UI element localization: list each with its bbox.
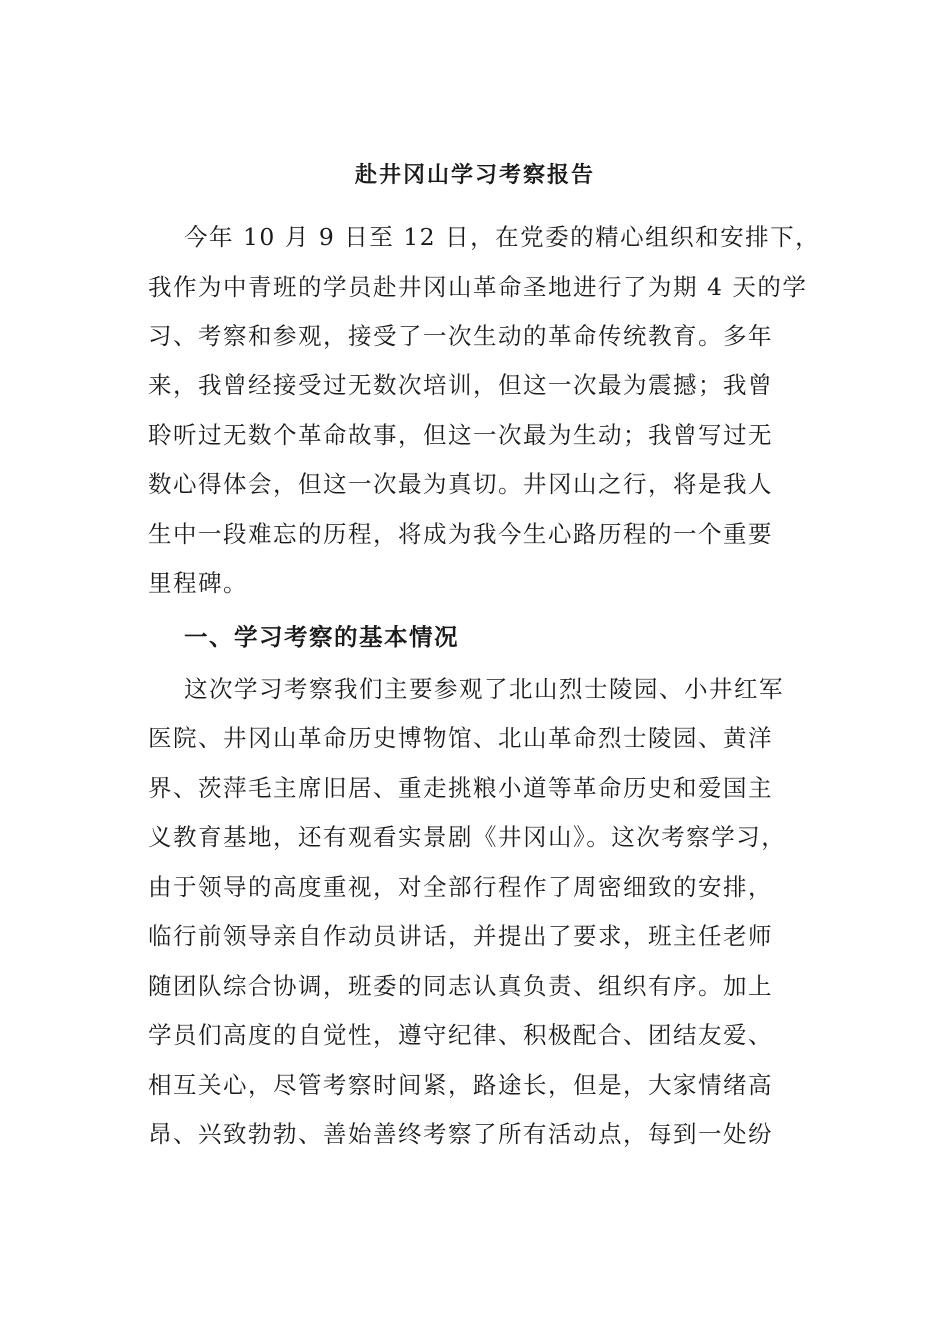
paragraph-2-line-1: 这次学习考察我们主要参观了北山烈士陵园、小井红军 xyxy=(184,675,784,703)
paragraph-2-line-4: 义教育基地，还有观看实景剧《井冈山》。这次考察学习， xyxy=(148,823,787,851)
paragraph-2-line-7: 随团队综合协调，班委的同志认真负责、组织有序。加上 xyxy=(148,972,773,1000)
paragraph-1-line-6: 数心得体会，但这一次最为真切。井冈山之行，将是我人 xyxy=(148,470,773,498)
paragraph-1-line-4: 来，我曾经接受过无数次培训，但这一次最为震撼；我曾 xyxy=(148,371,773,399)
paragraph-1-line-3: 习、考察和参观，接受了一次生动的革命传统教育。多年 xyxy=(148,322,773,350)
section-heading: 一、学习考察的基本情况 xyxy=(184,623,459,651)
paragraph-2-line-5: 由于领导的高度重视，对全部行程作了周密细致的安排， xyxy=(148,873,773,901)
paragraph-2-line-3: 界、茨萍毛主席旧居、重走挑粮小道等革命历史和爱国主 xyxy=(148,774,773,802)
paragraph-2-line-10: 昂、兴致勃勃、善始善终考察了所有活动点，每到一处纷 xyxy=(148,1120,773,1148)
paragraph-2-line-2: 医院、井冈山革命历史博物馆、北山革命烈士陵园、黄洋 xyxy=(148,724,773,752)
paragraph-2-line-6: 临行前领导亲自作动员讲话，并提出了要求，班主任老师 xyxy=(148,922,773,950)
paragraph-1-line-8: 里程碑。 xyxy=(148,569,248,597)
paragraph-1-line-5: 聆听过无数个革命故事，但这一次最为生动；我曾写过无 xyxy=(148,421,773,449)
document-title: 赴井冈山学习考察报告 xyxy=(354,162,595,188)
paragraph-2-line-9: 相互关心，尽管考察时间紧，路途长，但是，大家情绪高 xyxy=(148,1071,773,1099)
paragraph-2-line-8: 学员们高度的自觉性，遵守纪律、积极配合、团结友爱、 xyxy=(148,1021,773,1049)
paragraph-1-line-2: 我作为中青班的学员赴井冈山革命圣地进行了为期 4 天的学 xyxy=(148,273,808,301)
paragraph-1-line-1: 今年 10 月 9 日至 12 日，在党委的精心组织和安排下， xyxy=(184,223,821,251)
paragraph-1-line-7: 生中一段难忘的历程，将成为我今生心路历程的一个重要 xyxy=(148,520,773,548)
